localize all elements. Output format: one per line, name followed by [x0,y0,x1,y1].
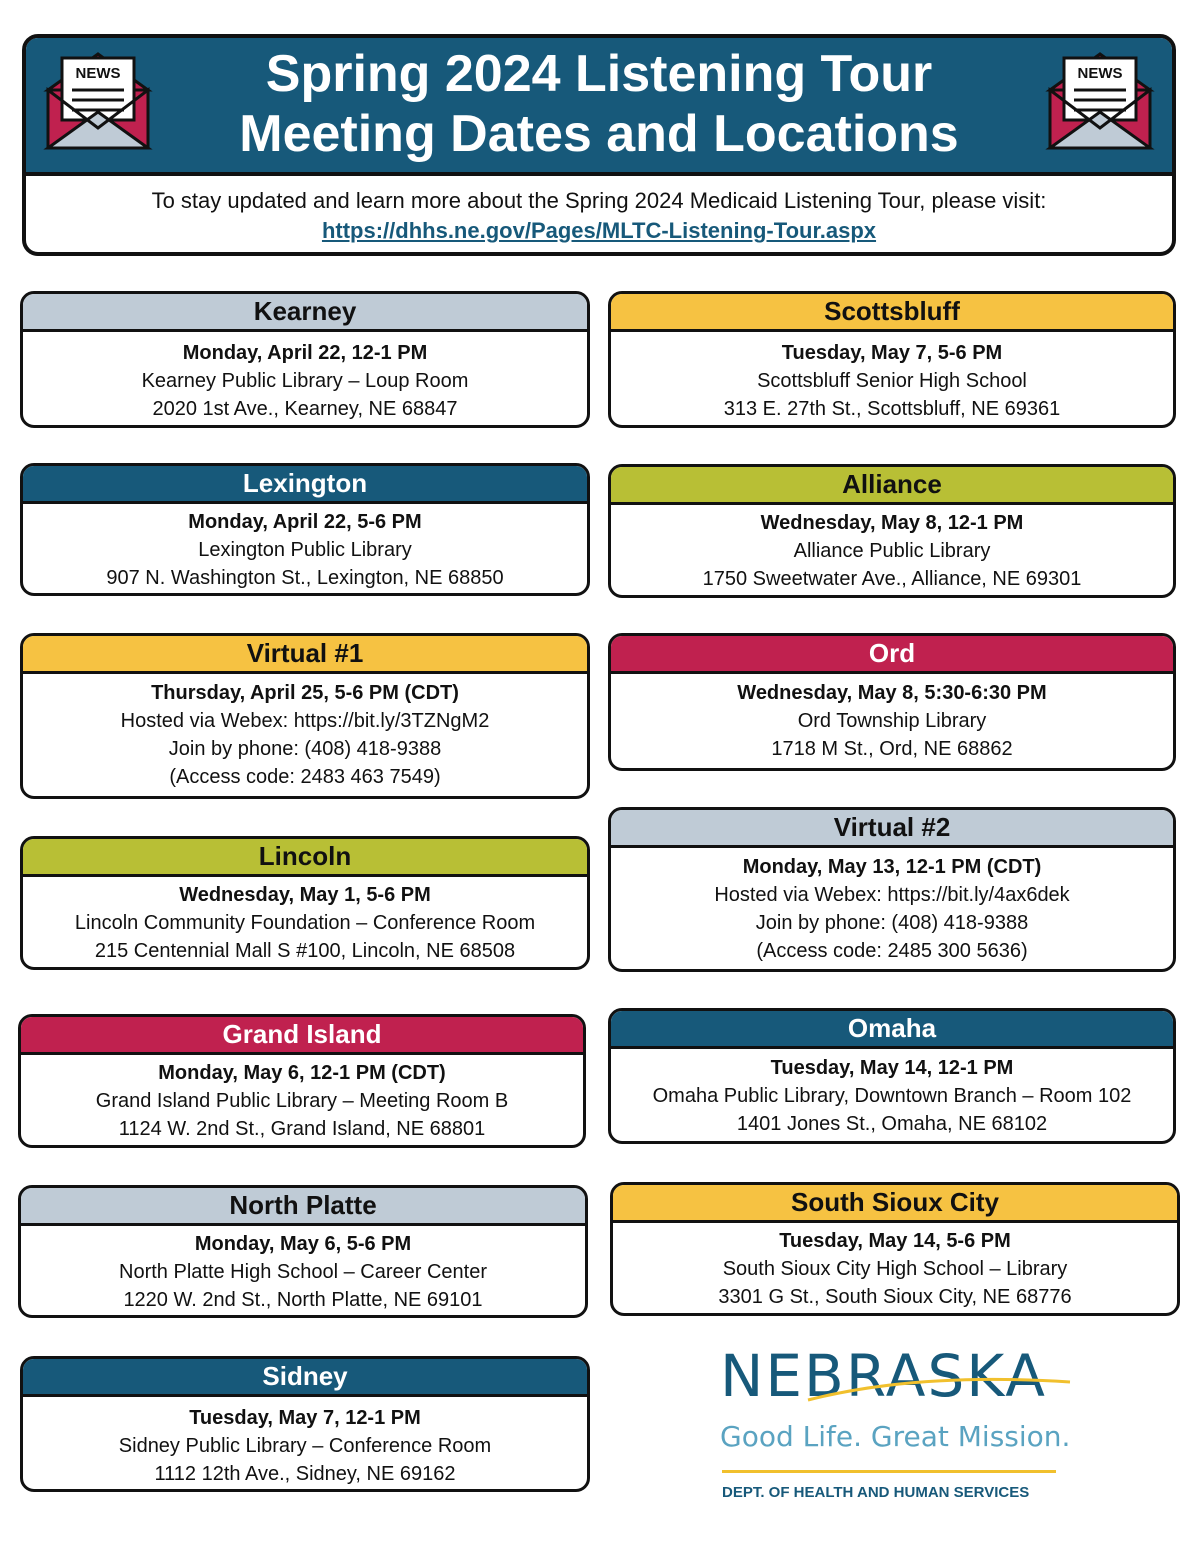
meeting-card-ord [608,633,1176,771]
meeting-datetime: Monday, April 22, 12-1 PM [182,342,428,364]
meeting-venue: Alliance Public Library [793,540,991,562]
meeting-city: Lexington [23,466,587,504]
meeting-datetime: Monday, May 13, 12-1 PM (CDT) [742,856,1042,878]
meeting-city: Virtual #2 [611,810,1173,848]
meeting-datetime: Tuesday, May 7, 12-1 PM [189,1407,421,1429]
news-icon-label: NEWS [1077,65,1123,82]
logo-tagline: Good Life. Great Mission. [720,1420,1071,1453]
meeting-city: Ord [611,636,1173,674]
meeting-card-virtual-1 [20,633,590,799]
meeting-address: 1124 W. 2nd St., Grand Island, NE 68801 [118,1118,486,1140]
meeting-card-lincoln [20,836,590,970]
meeting-venue: Sidney Public Library – Conference Room [118,1435,492,1457]
meeting-datetime: Monday, May 6, 5-6 PM [194,1233,412,1255]
meeting-city: Scottsbluff [611,294,1173,332]
logo-divider [722,1470,1056,1473]
meeting-address: 1401 Jones St., Omaha, NE 68102 [736,1113,1048,1135]
meeting-address: 1750 Sweetwater Ave., Alliance, NE 69301 [702,568,1082,590]
meeting-city: Sidney [23,1359,587,1397]
news-icon-label: NEWS [75,65,121,82]
access-code: (Access code: 2483 463 7549) [169,766,441,788]
logo-wordmark: NEBRASKA [720,1342,1047,1410]
meeting-venue: Ord Township Library [797,710,987,732]
meeting-city: Kearney [23,294,587,332]
intro-text: To stay updated and learn more about the Spring 2024 Medicaid Listening Tour, please visit: [151,188,1047,213]
meeting-card-sidney [20,1356,590,1492]
meeting-city: Virtual #1 [23,636,587,674]
meeting-venue: South Sioux City High School – Library [722,1258,1068,1280]
meeting-address: 907 N. Washington St., Lexington, NE 68850 [106,567,504,589]
meeting-card-grand-island [18,1014,586,1148]
meeting-venue: Omaha Public Library, Downtown Branch – Room 102 [652,1085,1132,1107]
meeting-datetime: Wednesday, May 8, 5:30-6:30 PM [737,682,1047,704]
nebraska-dhhs-logo [718,1340,1078,1510]
meeting-card-kearney [20,291,590,428]
meeting-datetime: Tuesday, May 14, 5-6 PM [779,1230,1011,1252]
meeting-city: Lincoln [23,839,587,877]
title-banner [26,38,1172,176]
meeting-city: Omaha [611,1011,1173,1049]
meeting-address: 215 Centennial Mall S #100, Lincoln, NE 68508 [94,940,516,962]
meeting-card-lexington [20,463,590,596]
meeting-city: South Sioux City [613,1185,1177,1223]
news-envelope-icon [42,50,154,154]
access-code: (Access code: 2485 300 5636) [756,940,1028,962]
meeting-venue: Kearney Public Library – Loup Room [141,370,469,392]
meeting-card-south-sioux-city [610,1182,1180,1316]
meeting-address: 1112 12th Ave., Sidney, NE 69162 [154,1463,456,1485]
meeting-card-virtual-2 [608,807,1176,972]
meeting-datetime: Monday, May 6, 12-1 PM (CDT) [158,1062,446,1084]
swoosh-icon [718,1362,1078,1412]
meeting-address: 2020 1st Ave., Kearney, NE 68847 [152,398,458,420]
meeting-city: North Platte [21,1188,585,1226]
meeting-datetime: Wednesday, May 8, 12-1 PM [760,512,1024,534]
meeting-datetime: Tuesday, May 14, 12-1 PM [770,1057,1014,1079]
meeting-venue: Scottsbluff Senior High School [757,370,1027,392]
meeting-venue: North Platte High School – Career Center [119,1261,487,1283]
title-line-2: Meeting Dates and Locations [239,105,959,163]
title-line-1: Spring 2024 Listening Tour [265,45,933,103]
webex-link[interactable]: Hosted via Webex: https://bit.ly/3TZNgM2 [120,710,490,732]
webex-link[interactable]: Hosted via Webex: https://bit.ly/4ax6dek [714,884,1070,906]
meeting-datetime: Wednesday, May 1, 5-6 PM [179,884,431,906]
meeting-venue: Lexington Public Library [198,539,412,561]
meeting-card-north-platte [18,1185,588,1318]
meeting-card-alliance [608,464,1176,598]
meeting-city: Grand Island [21,1017,583,1055]
meeting-card-omaha [608,1008,1176,1144]
meeting-datetime: Monday, April 22, 5-6 PM [188,511,422,533]
logo-department: DEPT. OF HEALTH AND HUMAN SERVICES [722,1484,1030,1501]
meeting-address: 1718 M St., Ord, NE 68862 [771,738,1013,760]
meeting-address: 3301 G St., South Sioux City, NE 68776 [718,1286,1072,1308]
news-envelope-icon [1044,50,1156,154]
page-title [186,44,1012,164]
meeting-card-scottsbluff [608,291,1176,428]
phone-number: Join by phone: (408) 418-9388 [168,738,442,760]
meeting-datetime: Tuesday, May 7, 5-6 PM [781,342,1003,364]
meeting-address: 313 E. 27th St., Scottsbluff, NE 69361 [723,398,1061,420]
intro-text-block [26,186,1172,246]
meeting-address: 1220 W. 2nd St., North Platte, NE 69101 [123,1289,483,1311]
phone-number: Join by phone: (408) 418-9388 [755,912,1029,934]
header-panel [22,34,1176,256]
meeting-venue: Grand Island Public Library – Meeting Room B [95,1090,509,1112]
meeting-city: Alliance [611,467,1173,505]
listening-tour-link[interactable]: https://dhhs.ne.gov/Pages/MLTC-Listening-Tour.aspx [321,218,877,243]
meeting-venue: Lincoln Community Foundation – Conference Room [74,912,536,934]
meeting-datetime: Thursday, April 25, 5-6 PM (CDT) [151,682,459,704]
